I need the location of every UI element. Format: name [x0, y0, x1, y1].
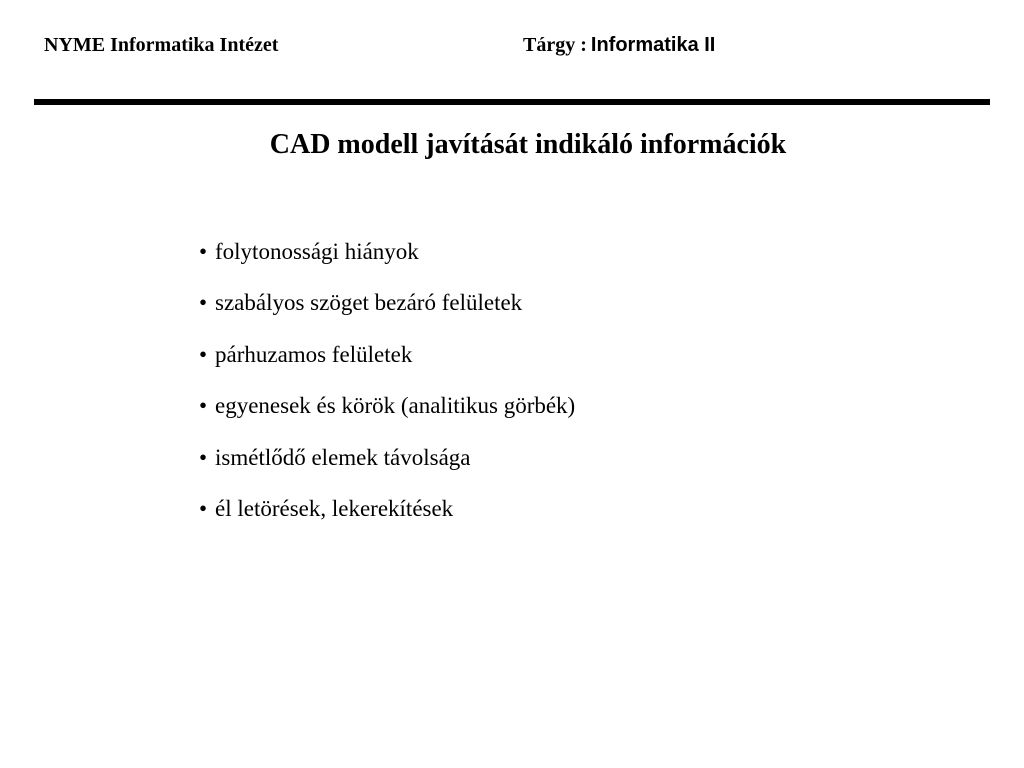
bullet-item	[199, 289, 575, 340]
bullet-icon: •	[199, 495, 208, 521]
subject-value: Informatika II	[590, 34, 716, 56]
subject-label: Tárgy :	[523, 34, 587, 56]
bullet-text: folytonossági hiányok	[215, 239, 419, 264]
bullet-text: ismétlődő elemek távolsága	[215, 444, 471, 470]
bullet-icon: •	[199, 393, 208, 419]
bullet-list	[199, 238, 575, 546]
bullet-item	[199, 495, 575, 546]
subject-header	[523, 34, 715, 57]
header-divider	[34, 99, 990, 105]
bullet-text: egyenesek és körök (analitikus görbék)	[215, 393, 576, 419]
bullet-text: párhuzamos felületek	[215, 341, 413, 367]
bullet-icon: •	[199, 290, 208, 316]
bullet-item	[199, 341, 575, 392]
bullet-icon: •	[199, 341, 208, 367]
institute-name: NYME Informatika Intézet	[44, 34, 279, 56]
bullet-icon: •	[199, 239, 208, 264]
bullet-icon: •	[199, 444, 208, 470]
bullet-item	[199, 444, 575, 495]
bullet-text: szabályos szöget bezáró felületek	[215, 290, 523, 316]
bullet-item	[199, 392, 575, 443]
bullet-item	[199, 238, 575, 289]
bullet-text: él letörések, lekerekítések	[215, 495, 454, 521]
slide-title: CAD modell javítását indikáló információk	[269, 129, 787, 160]
